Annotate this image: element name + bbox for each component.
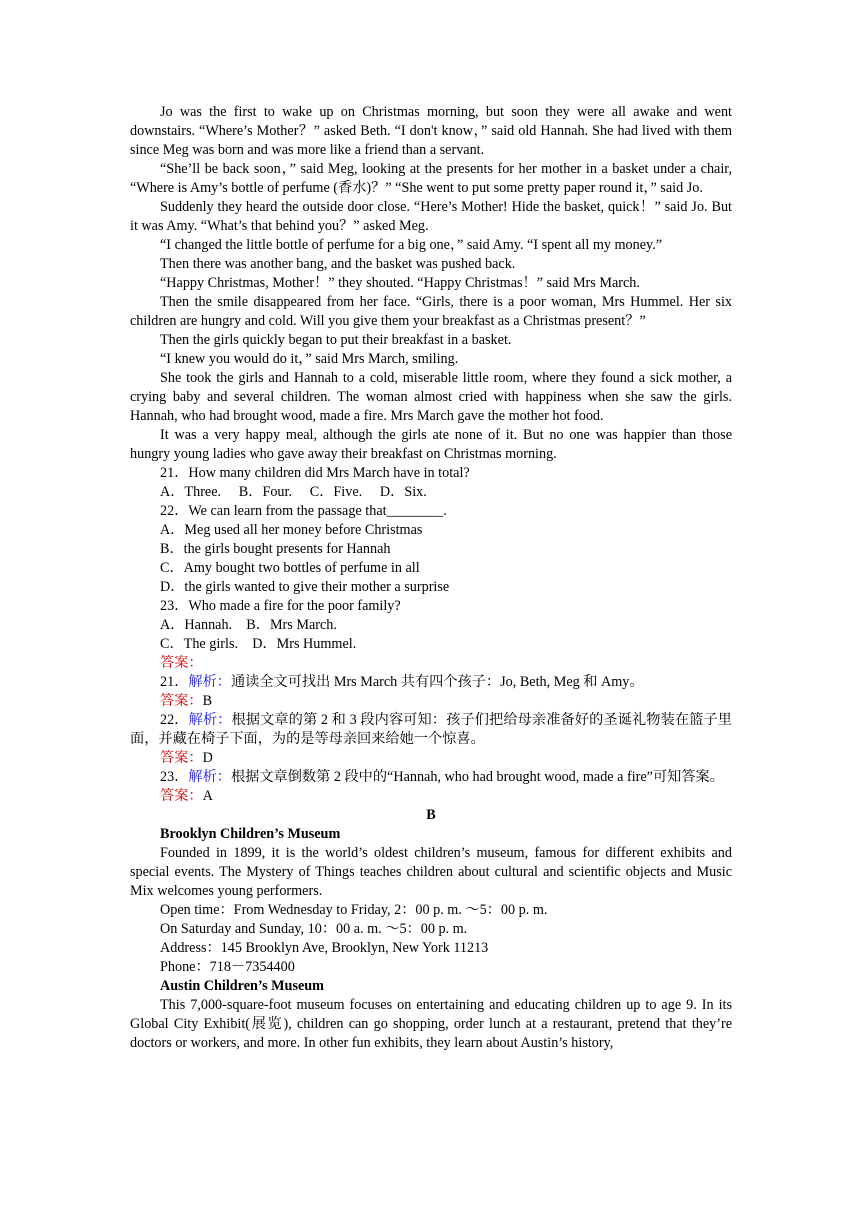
- paragraph: She took the girls and Hannah to a cold, miserable little room, where they found a sick mother, a crying baby and several children. The woman almost cried with happiness when she saw the girls. Hannah, who had brought wood, made a fire. Mrs March gave the mother hot food.: [130, 370, 732, 424]
- analysis-label: 解析：: [188, 674, 231, 690]
- analysis-label: 解析：: [188, 769, 231, 785]
- section-b-label: B: [426, 807, 436, 823]
- museum-1-open-time: Open time：From Wednesday to Friday, 2：00 p. m. ～5：00 p. m.: [160, 902, 548, 918]
- analysis-23-text: 根据文章倒数第 2 段中的“Hannah, who had brought wood, made a fire”可知答案。: [230, 769, 724, 785]
- answer-22: [130, 749, 732, 768]
- answer-label: 答案：: [160, 693, 203, 709]
- analysis-23: [130, 768, 732, 787]
- question-22: 22．We can learn from the passage that________.: [160, 503, 447, 519]
- question-21: 21．How many children did Mrs March have in total?: [160, 465, 470, 481]
- answers: [130, 654, 732, 806]
- question-21-options: A．Three. B．Four. C．Five. D．Six.: [160, 484, 427, 500]
- paragraph: Suddenly they heard the outside door close. “Here’s Mother! Hide the basket, quick！” said Jo. But it was Amy. “What’s that behind you？” asked Meg.: [130, 199, 732, 234]
- answer-21-key: B: [202, 693, 213, 709]
- answer-label: 答案：: [160, 788, 203, 804]
- museum-2-description: This 7,000-square-foot museum focuses on entertaining and educating children up to age 9. In its Global City Exhibit(展览), children can go shopping, order lunch at a restaurant, pretend that they’re doctors or workers, and more. In other fun exhibits, they learn about Austin’s history,: [130, 997, 732, 1051]
- paragraph: It was a very happy meal, although the girls ate none of it. But no one was happier than those hungry young ladies who gave away their breakfast on Christmas morning.: [130, 427, 732, 462]
- paragraph: “Happy Christmas, Mother！” they shouted. “Happy Christmas！” said Mrs March.: [160, 275, 640, 291]
- question-23-options-1: A．Hannah. B．Mrs March.: [160, 617, 337, 633]
- question-23-options-2: C．The girls. D．Mrs Hummel.: [160, 636, 357, 652]
- question-22-option-b: B．the girls bought presents for Hannah: [160, 541, 391, 557]
- question-22-option-d: D．the girls wanted to give their mother a surprise: [160, 579, 450, 595]
- paragraph: Jo was the first to wake up on Christmas morning, but soon they were all awake and went downstairs. “Where’s Mother？” asked Beth. “I don't know，” said old Hannah. She had lived with them since Meg was born and was more like a friend than a servant.: [130, 104, 732, 158]
- passage-a: [130, 103, 732, 464]
- question-22-option-a: A．Meg used all her money before Christmas: [160, 522, 423, 538]
- analysis-21-text: 通读全文可找出 Mrs March 共有四个孩子：Jo, Beth, Meg 和 Amy。: [230, 674, 644, 690]
- analysis-23-number: 23．: [160, 769, 189, 785]
- analysis-22-number: 22．: [160, 712, 189, 728]
- analysis-label: 解析：: [188, 712, 232, 728]
- answer-23-key: A: [202, 788, 213, 804]
- paragraph: Then the smile disappeared from her face. “Girls, there is a poor woman, Mrs Hummel. Her six children are hungry and cold. Will you give them your breakfast as a Christmas present？”: [130, 294, 732, 329]
- museum-1-phone: Phone：718－7354400: [160, 959, 295, 975]
- question-23: 23．Who made a fire for the poor family?: [160, 598, 401, 614]
- analysis-21: [130, 673, 732, 692]
- paragraph: Then there was another bang, and the basket was pushed back.: [160, 256, 516, 272]
- paragraph: Then the girls quickly began to put their breakfast in a basket.: [160, 332, 512, 348]
- museum-1-name: Brooklyn Children’s Museum: [160, 826, 341, 842]
- museum-1-address: Address：145 Brooklyn Ave, Brooklyn, New York 11213: [160, 940, 489, 956]
- analysis-21-number: 21．: [160, 674, 189, 690]
- section-b: [130, 825, 732, 1053]
- museum-1-description: Founded in 1899, it is the world’s oldest children’s museum, famous for different exhibits and special events. The Mystery of Things teaches children about cultural and scientific objects and Music Mix welcomes young performers.: [130, 845, 732, 899]
- answer-label: 答案：: [160, 750, 203, 766]
- paragraph: “She’ll be back soon，” said Meg, looking at the presents for her mother in a basket under a chair, “Where is Amy’s bottle of perfume (香水)？” “She went to put some pretty paper round it，” said Jo.: [130, 161, 732, 196]
- paragraph: “I knew you would do it，” said Mrs March, smiling.: [160, 351, 459, 367]
- analysis-22-text: 根据文章的第 2 和 3 段内容可知：孩子们把给母亲准备好的圣诞礼物装在篮子里面，并藏在椅子下面，为的是等母亲回来给她一个惊喜。: [130, 712, 732, 747]
- paragraph: “I changed the little bottle of perfume for a big one，” said Amy. “I spent all my money.”: [160, 237, 663, 253]
- answer-23: [130, 787, 732, 806]
- analysis-22: [130, 711, 732, 749]
- museum-2-name: Austin Children’s Museum: [160, 978, 324, 994]
- museum-1-weekend-time: On Saturday and Sunday, 10：00 a. m. ～5：00 p. m.: [160, 921, 468, 937]
- questions: [130, 464, 732, 654]
- answer-21: [130, 692, 732, 711]
- answers-header-label: 答案：: [160, 655, 203, 671]
- answers-header: [130, 654, 732, 673]
- question-22-option-c: C．Amy bought two bottles of perfume in all: [160, 560, 420, 576]
- document-page: [130, 103, 732, 1053]
- answer-22-key: D: [202, 750, 213, 766]
